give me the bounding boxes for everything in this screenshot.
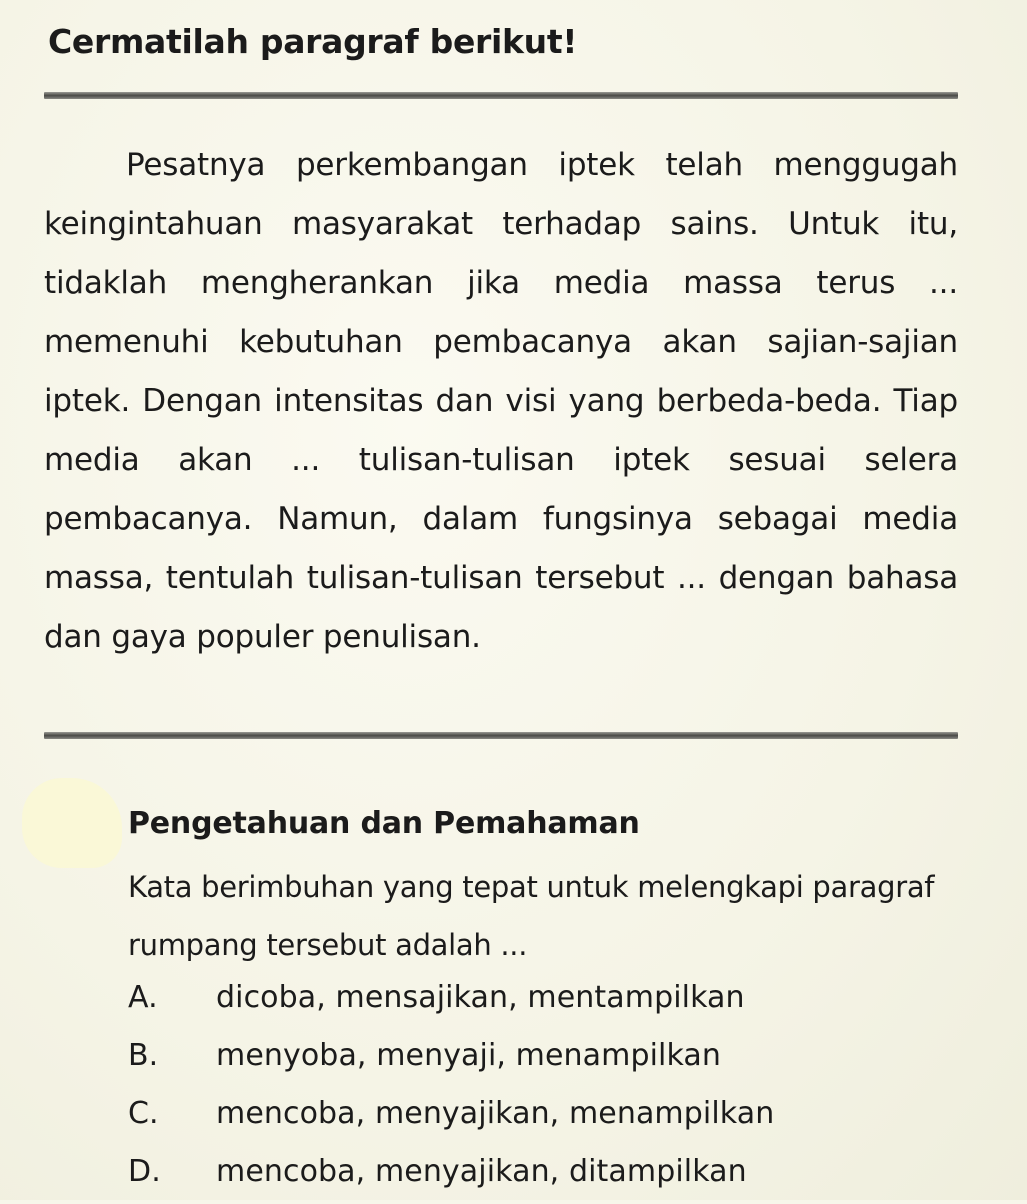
option-text: mencoba, menyajikan, ditampilkan: [216, 1154, 747, 1189]
question-text: Kata berimbuhan yang tepat untuk melengkapi paragraf rumpang tersebut adalah ...: [128, 870, 935, 962]
passage-paragraph: Pesatnya perkembangan iptek telah menggugah keingintahuan masyarakat terhadap sains. Untuk itu, tidaklah mengherankan jika media massa terus ... memenuhi kebutuhan pembacanya akan sajian-sajian iptek. Dengan intensitas dan visi yang berbeda-beda. Tiap media akan ... tulisan-tulisan iptek sesuai selera pembacanya. Namun, dalam fungsinya sebagai media massa, tentulah tulisan-tulisan tersebut ... dengan bahasa dan gaya populer penulisan.: [44, 147, 958, 655]
option-letter: C.: [128, 1096, 159, 1131]
instruction-heading: Cermatilah paragraf berikut!: [48, 22, 578, 61]
option-letter: D.: [128, 1154, 161, 1189]
option-a[interactable]: [128, 972, 958, 1030]
highlight-mark: [22, 778, 122, 868]
option-b[interactable]: [128, 1030, 958, 1088]
option-text: dicoba, mensajikan, mentampilkan: [216, 980, 745, 1015]
top-divider: [44, 92, 958, 99]
option-d[interactable]: [128, 1146, 958, 1204]
option-text: menyoba, menyaji, menampilkan: [216, 1038, 722, 1073]
option-letter: A.: [128, 980, 158, 1015]
option-c[interactable]: [128, 1088, 958, 1146]
option-text: mencoba, menyajikan, menampilkan: [216, 1096, 775, 1131]
answer-options: [128, 972, 958, 1204]
section-title: Pengetahuan dan Pemahaman: [128, 806, 640, 841]
option-letter: B.: [128, 1038, 159, 1073]
bottom-divider: [44, 732, 958, 739]
